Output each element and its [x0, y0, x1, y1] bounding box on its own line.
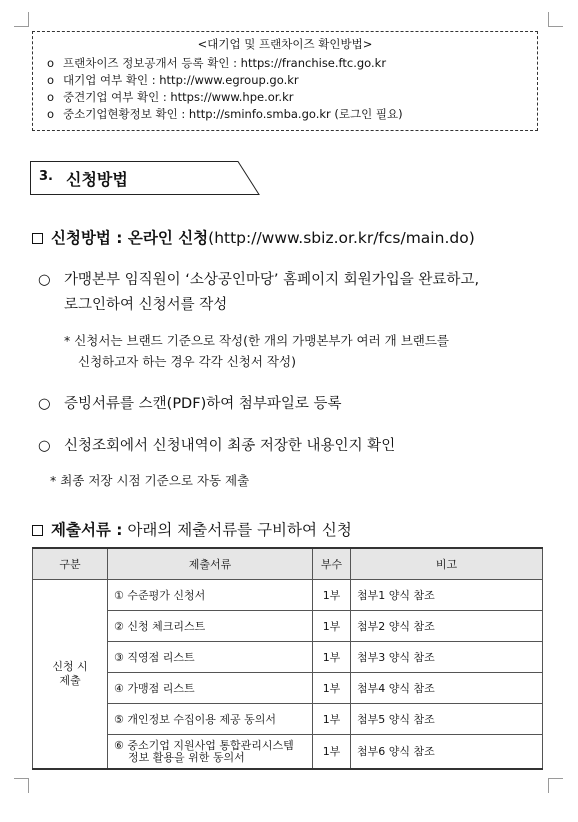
method-url: (http://www.sbiz.or.kr/fcs/main.do): [208, 229, 475, 247]
document-remark: 첨부6 양식 참조: [351, 735, 543, 770]
document-copies: 1부: [313, 704, 351, 735]
documents-desc: 아래의 제출서류를 구비하여 신청: [127, 521, 352, 539]
info-item-large-company: o 대기업 여부 확인 : http://www.egroup.go.kr: [47, 73, 299, 87]
circle-bullet-icon: ○: [38, 396, 51, 412]
circle-bullet-icon: ○: [38, 272, 51, 288]
document-remark: 첨부3 양식 참조: [351, 642, 543, 673]
crop-mark-bottom-left: [14, 778, 29, 793]
document-remark: 첨부2 양식 참조: [351, 611, 543, 642]
document-remark: 첨부1 양식 참조: [351, 580, 543, 611]
method-item-1-line1: ○ 가맹본부 임직원이 ‘소상공인마당’ 홈페이지 회원가입을 완료하고,: [38, 272, 480, 288]
document-copies: 1부: [313, 735, 351, 770]
table-row: [33, 580, 543, 611]
documents-table: [32, 547, 543, 770]
method-note-1-line1: * 신청서는 브랜드 기준으로 작성(한 개의 가맹본부가 여러 개 브랜드를: [64, 333, 449, 348]
method-item-3: ○ 신청조회에서 신청내역이 최종 저장한 내용인지 확인: [38, 438, 396, 454]
section-number: 3.: [39, 169, 53, 184]
section-tab-shape: [30, 161, 260, 195]
table-row: [33, 673, 543, 704]
documents-heading: [32, 518, 352, 540]
document-copies: 1부: [313, 642, 351, 673]
method-label: 신청방법 : 온라인 신청: [51, 229, 209, 247]
document-remark: 첨부5 양식 참조: [351, 704, 543, 735]
document-name: ③ 직영점 리스트: [108, 642, 313, 673]
table-header-row: [33, 548, 543, 580]
document-copies: 1부: [313, 611, 351, 642]
header-copies: 부수: [313, 548, 351, 580]
header-remarks: 비고: [351, 548, 543, 580]
document-name: ⑥ 중소기업 지원사업 통합관리시스템 정보 활용을 위한 동의서: [108, 735, 313, 770]
crop-mark-top-left: [14, 12, 29, 27]
method-item-1-line2: 로그인하여 신청서를 작성: [64, 297, 228, 313]
checkbox-square-icon: [32, 233, 43, 244]
section-heading: [30, 161, 260, 195]
table-row: [33, 704, 543, 735]
table-row: [33, 611, 543, 642]
category-cell: 신청 시 제출: [33, 580, 108, 770]
document-copies: 1부: [313, 580, 351, 611]
method-heading: [32, 226, 475, 248]
document-name: ⑤ 개인정보 수집이용 제공 동의서: [108, 704, 313, 735]
table-row: [33, 735, 543, 770]
section-title: 신청방법: [66, 170, 128, 189]
header-category: 구분: [33, 548, 108, 580]
info-box-title: <대기업 및 프랜차이즈 확인방법>: [197, 37, 373, 51]
table-row: [33, 642, 543, 673]
document-name: ② 신청 체크리스트: [108, 611, 313, 642]
method-item-2: ○ 증빙서류를 스캔(PDF)하여 첨부파일로 등록: [38, 396, 342, 412]
method-note-2: * 최종 저장 시점 기준으로 자동 제출: [50, 473, 250, 488]
document-name: ④ 가맹점 리스트: [108, 673, 313, 704]
info-item-franchise: o 프랜차이즈 정보공개서 등록 확인 : https://franchise.ftc.go.kr: [47, 56, 387, 70]
crop-mark-top-right: [548, 12, 563, 27]
verification-info-box: [32, 31, 538, 131]
header-document: 제출서류: [108, 548, 313, 580]
method-note-1-line2: 신청하고자 하는 경우 각각 신청서 작성): [78, 354, 296, 369]
circle-bullet-icon: ○: [38, 438, 51, 454]
info-item-sme: o 중소기업현황정보 확인 : http://sminfo.smba.go.kr (로그인 필요): [47, 107, 403, 121]
document-name: ① 수준평가 신청서: [108, 580, 313, 611]
crop-mark-bottom-right: [548, 778, 563, 793]
checkbox-square-icon: [32, 525, 43, 536]
documents-label: 제출서류 :: [51, 521, 123, 539]
info-item-mid-company: o 중견기업 여부 확인 : https://www.hpe.or.kr: [47, 90, 294, 104]
document-remark: 첨부4 양식 참조: [351, 673, 543, 704]
document-copies: 1부: [313, 673, 351, 704]
